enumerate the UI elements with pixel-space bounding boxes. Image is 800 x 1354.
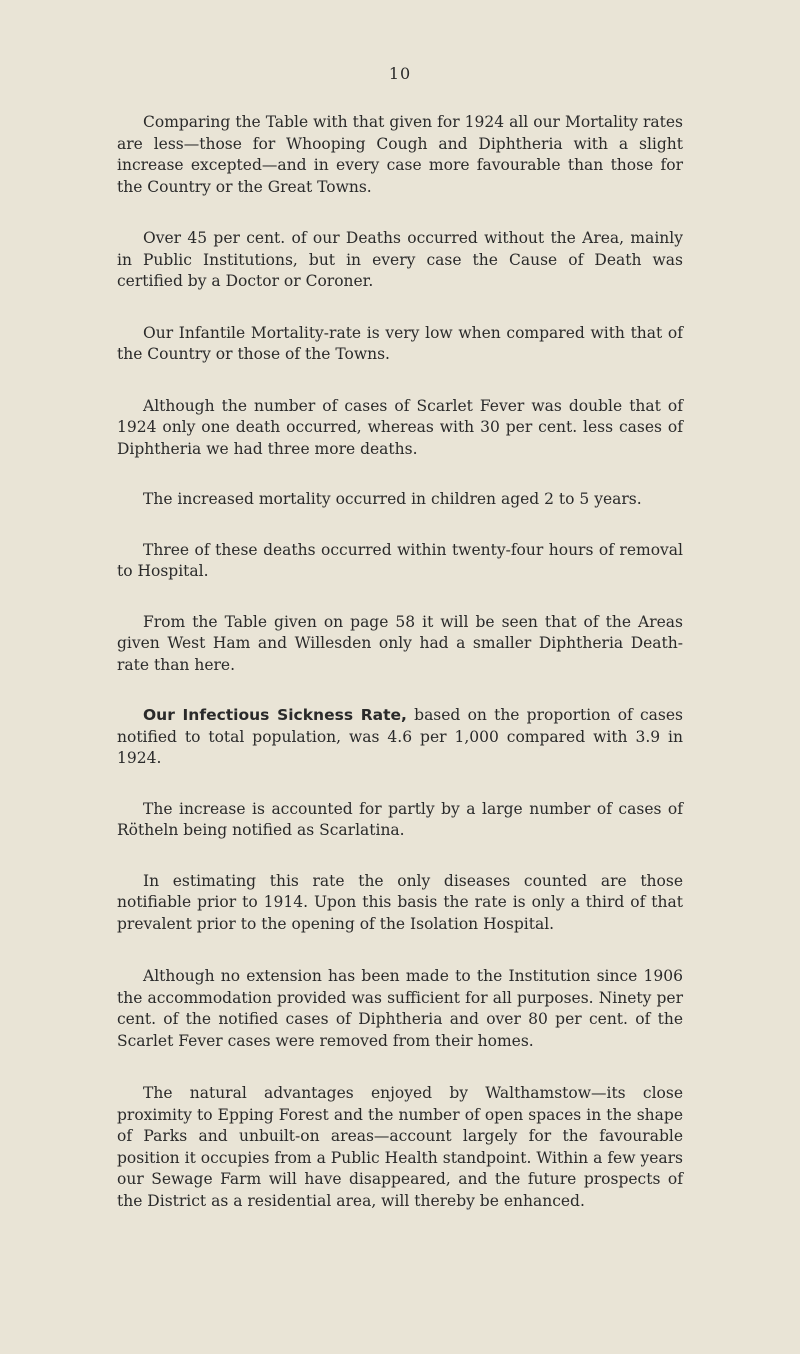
paragraph-infantile-mortality: Our Infantile Mortality-rate is very low when compared with that of the Country or those of the Towns. <box>117 323 683 363</box>
paragraph-isolation-hospital: Although no extension has been made to the Institution since 1906 the accommodation provided was sufficient for all purposes. Ninety per cent. of the notified cases of Diphtheria and over 80 per cent. of the Scarlet Fever cases were removed from their homes. <box>117 967 683 1050</box>
paragraph-hospital-removal: Three of these deaths occurred within twenty-four hours of removal to Hospital. <box>117 540 683 580</box>
section-heading-infectious-sickness: Our Infectious Sickness Rate, <box>143 706 407 724</box>
paragraph-infectious-sickness-text: based on the proportion of cases notified to total population, was 4.6 per 1,000 compared with 3.9 in 1924. <box>117 706 683 767</box>
paragraph-infectious-sickness-rate <box>117 705 683 770</box>
paragraph-deaths-without-area: Over 45 per cent. of our Deaths occurred without the Area, mainly in Public Institutions, but in every case the Cause of Death was certified by a Doctor or Coroner. <box>117 229 683 290</box>
page-number: 10 <box>388 64 412 83</box>
paragraph-diphtheria-comparison: From the Table given on page 58 it will be seen that of the Areas given West Ham and Willesden only had a smaller Diphtheria Death-rate than here. <box>117 612 683 674</box>
document-body <box>117 112 683 1212</box>
paragraph-mortality-comparison: Comparing the Table with that given for 1924 all our Mortality rates are less—those for Whooping Cough and Diphtheria with a slight increase excepted—and in every case more favourable than those for the Country or the Great Towns. <box>117 113 683 196</box>
paragraph-scarlet-fever: Although the number of cases of Scarlet Fever was double that of 1924 only one death occurred, whereas with 30 per cent. less cases of Diphtheria we had three more deaths. <box>117 396 683 458</box>
paragraph-increased-mortality: The increased mortality occurred in children aged 2 to 5 years. <box>143 490 642 508</box>
paragraph-rotheln-cases: The increase is accounted for partly by a large number of cases of Rötheln being notified as Scarlatina. <box>117 799 683 839</box>
paragraph-rate-estimation: In estimating this rate the only diseases counted are those notifiable prior to 1914. Upon this basis the rate is only a third of that prevalent prior to the opening of the Isolation Hospital. <box>117 871 683 933</box>
paragraph-walthamstow-advantages: The natural advantages enjoyed by Walthamstow—its close proximity to Epping Forest and the number of open spaces in the shape of Parks and unbuilt-on areas—account largely for the favourable position it occupies from a Public Health standpoint. Within a few years our Sewage Farm will have disappeared, and the future prospects of the District as a residential area, will thereby be enhanced. <box>117 1084 683 1210</box>
